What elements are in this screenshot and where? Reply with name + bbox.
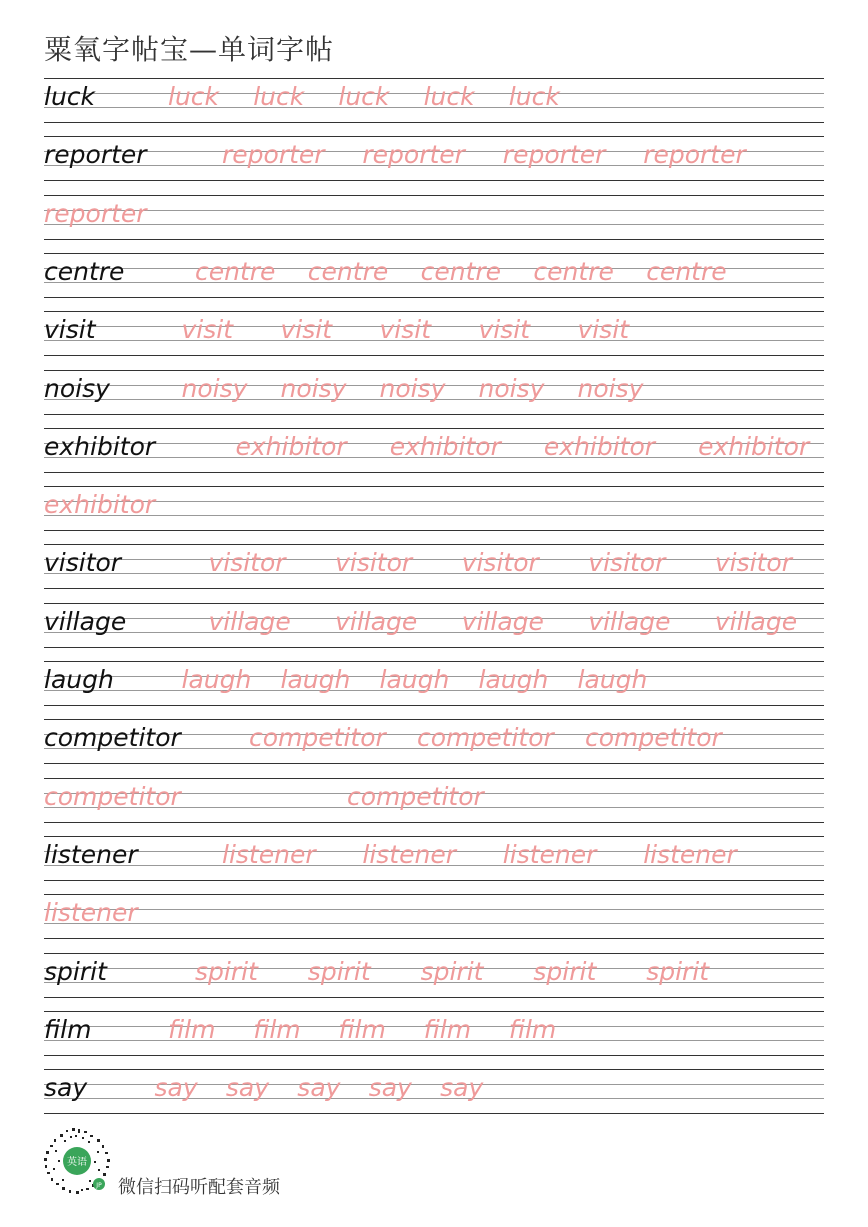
practice-row — [44, 836, 824, 894]
ruling-line — [44, 618, 824, 619]
trace-word: noisy — [577, 373, 644, 403]
practice-row — [44, 428, 824, 486]
trace-word: say — [154, 1073, 198, 1103]
trace-word: centre — [533, 256, 614, 286]
model-word: village — [44, 606, 127, 636]
ruling-line — [44, 195, 824, 196]
trace-word: laugh — [577, 665, 648, 694]
trace-word: visit — [280, 315, 333, 345]
qr-corner-label: JP — [96, 1182, 102, 1189]
trace-word: exhibitor — [543, 431, 656, 461]
trace-word: visit — [478, 315, 531, 345]
trace-word: luck — [423, 82, 475, 111]
model-word: visit — [44, 315, 96, 345]
trace-word: noisy — [181, 373, 248, 403]
ruling-line — [44, 253, 824, 254]
ruling-line — [44, 1055, 824, 1056]
trace-word: spirit — [307, 956, 371, 986]
trace-word: reporter — [502, 140, 606, 170]
ruling-line — [44, 573, 824, 574]
ruling-line — [44, 909, 824, 910]
ruling-line — [44, 953, 824, 954]
model-word: listener — [44, 839, 138, 869]
ruling-line — [44, 632, 824, 633]
practice-row — [44, 778, 824, 836]
practice-row — [44, 544, 824, 602]
trace-word: exhibitor — [698, 431, 810, 461]
practice-row — [44, 136, 824, 194]
trace-word: noisy — [478, 373, 545, 403]
trace-word: village — [208, 606, 291, 636]
footer — [42, 1126, 342, 1198]
practice-row — [44, 719, 824, 777]
trace-word: luck — [168, 82, 220, 111]
ruling-line — [44, 923, 824, 924]
trace-word: film — [338, 1014, 386, 1044]
ruling-line — [44, 1011, 824, 1012]
trace-word: say — [440, 1073, 484, 1103]
trace-word: laugh — [379, 665, 450, 694]
ruling-line — [44, 122, 824, 123]
ruling-line — [44, 414, 824, 415]
trace-word: spirit — [195, 956, 258, 986]
ruling-line — [44, 515, 824, 516]
ruling-line — [44, 1113, 824, 1114]
trace-word: film — [253, 1014, 301, 1044]
trace-word: spirit — [533, 956, 597, 986]
ruling-line — [44, 836, 824, 837]
trace-word: luck — [508, 82, 560, 111]
practice-row — [44, 78, 824, 136]
model-word: competitor — [44, 723, 181, 753]
practice-row — [44, 486, 824, 544]
ruling-line — [44, 428, 824, 429]
trace-word: visitor — [208, 548, 286, 578]
trace-word: exhibitor — [235, 431, 347, 461]
qr-code-icon[interactable] — [42, 1126, 112, 1196]
trace-word: spirit — [646, 956, 710, 986]
trace-word: competitor — [347, 781, 484, 811]
ruling-line — [44, 661, 824, 662]
model-word: exhibitor — [44, 431, 156, 461]
model-word: laugh — [44, 665, 114, 694]
practice-row — [44, 311, 824, 369]
trace-word: centre — [646, 256, 727, 286]
trace-word: reporter — [362, 140, 465, 170]
ruling-line — [44, 180, 824, 181]
ruling-line — [44, 297, 824, 298]
practice-row — [44, 1011, 824, 1069]
trace-word: visitor — [588, 548, 666, 578]
trace-word: visitor — [714, 548, 792, 578]
trace-word: reporter — [222, 140, 325, 170]
practice-row — [44, 953, 824, 1011]
ruling-line — [44, 603, 824, 604]
practice-row — [44, 661, 824, 719]
trace-word: visit — [181, 315, 234, 345]
trace-word: say — [225, 1073, 270, 1103]
model-word: visitor — [44, 548, 122, 578]
trace-word: film — [508, 1014, 557, 1044]
trace-word: village — [461, 606, 544, 636]
ruling-line — [44, 719, 824, 720]
trace-word: visit — [577, 315, 630, 345]
trace-word: listener — [502, 839, 597, 869]
qr-badge-label: 英语 — [67, 1157, 87, 1168]
ruling-line — [44, 822, 824, 823]
trace-word: laugh — [280, 665, 351, 694]
ruling-line — [44, 1069, 824, 1070]
model-word: film — [44, 1014, 92, 1044]
practice-row — [44, 603, 824, 661]
trace-word: noisy — [280, 373, 347, 403]
ruling-line — [44, 136, 824, 137]
model-word: centre — [44, 256, 125, 286]
ruling-line — [44, 647, 824, 648]
trace-word: listener — [222, 839, 316, 869]
ruling-line — [44, 938, 824, 939]
trace-word: luck — [253, 82, 305, 111]
trace-word: reporter — [44, 198, 147, 228]
trace-word: competitor — [417, 723, 554, 753]
trace-word: centre — [307, 256, 389, 286]
model-word: say — [44, 1073, 88, 1103]
ruling-line — [44, 501, 824, 502]
trace-word: competitor — [44, 781, 181, 811]
trace-word: centre — [195, 256, 276, 286]
ruling-line — [44, 224, 824, 225]
page-title: 粟氧字帖宝—单词字帖 — [44, 33, 335, 66]
trace-word: say — [297, 1073, 341, 1103]
trace-word: listener — [643, 839, 737, 869]
practice-row — [44, 253, 824, 311]
trace-word: village — [588, 606, 671, 636]
ruling-line — [44, 370, 824, 371]
trace-word: competitor — [585, 723, 722, 753]
ruling-line — [44, 340, 824, 341]
practice-row — [44, 195, 824, 253]
trace-word: village — [335, 606, 418, 636]
trace-word: centre — [420, 256, 502, 286]
ruling-line — [44, 311, 824, 312]
model-word: luck — [44, 82, 96, 111]
ruling-line — [44, 544, 824, 545]
model-word: noisy — [44, 373, 110, 403]
ruling-line — [44, 355, 824, 356]
practice-row — [44, 1069, 824, 1127]
trace-word: noisy — [379, 373, 446, 403]
trace-word: exhibitor — [389, 431, 501, 461]
ruling-line — [44, 559, 824, 560]
trace-word: say — [368, 1073, 412, 1103]
ruling-line — [44, 588, 824, 589]
ruling-line — [44, 778, 824, 779]
ruling-line — [44, 705, 824, 706]
trace-word: competitor — [249, 723, 386, 753]
trace-word: film — [168, 1014, 216, 1044]
trace-word: listener — [44, 898, 138, 928]
audio-caption: 微信扫码听配套音频 — [118, 1177, 280, 1198]
ruling-line — [44, 894, 824, 895]
trace-word: spirit — [420, 956, 484, 986]
ruling-line — [44, 880, 824, 881]
ruling-line — [44, 326, 824, 327]
trace-word: exhibitor — [44, 490, 156, 520]
trace-word: visitor — [461, 548, 539, 578]
trace-word: visitor — [335, 548, 413, 578]
model-word: spirit — [44, 956, 107, 986]
trace-word: luck — [338, 82, 390, 111]
trace-word: listener — [362, 839, 456, 869]
ruling-line — [44, 239, 824, 240]
ruling-line — [44, 78, 824, 79]
trace-word: film — [423, 1014, 472, 1044]
ruling-line — [44, 997, 824, 998]
trace-word: laugh — [478, 665, 549, 694]
ruling-line — [44, 486, 824, 487]
trace-word: laugh — [181, 665, 252, 694]
trace-word: reporter — [643, 140, 746, 170]
ruling-line — [44, 763, 824, 764]
trace-word: village — [714, 606, 798, 636]
ruling-line — [44, 530, 824, 531]
ruling-line — [44, 472, 824, 473]
practice-row — [44, 370, 824, 428]
trace-word: visit — [379, 315, 432, 345]
practice-row — [44, 894, 824, 952]
model-word: reporter — [44, 140, 147, 170]
ruling-line — [44, 210, 824, 211]
